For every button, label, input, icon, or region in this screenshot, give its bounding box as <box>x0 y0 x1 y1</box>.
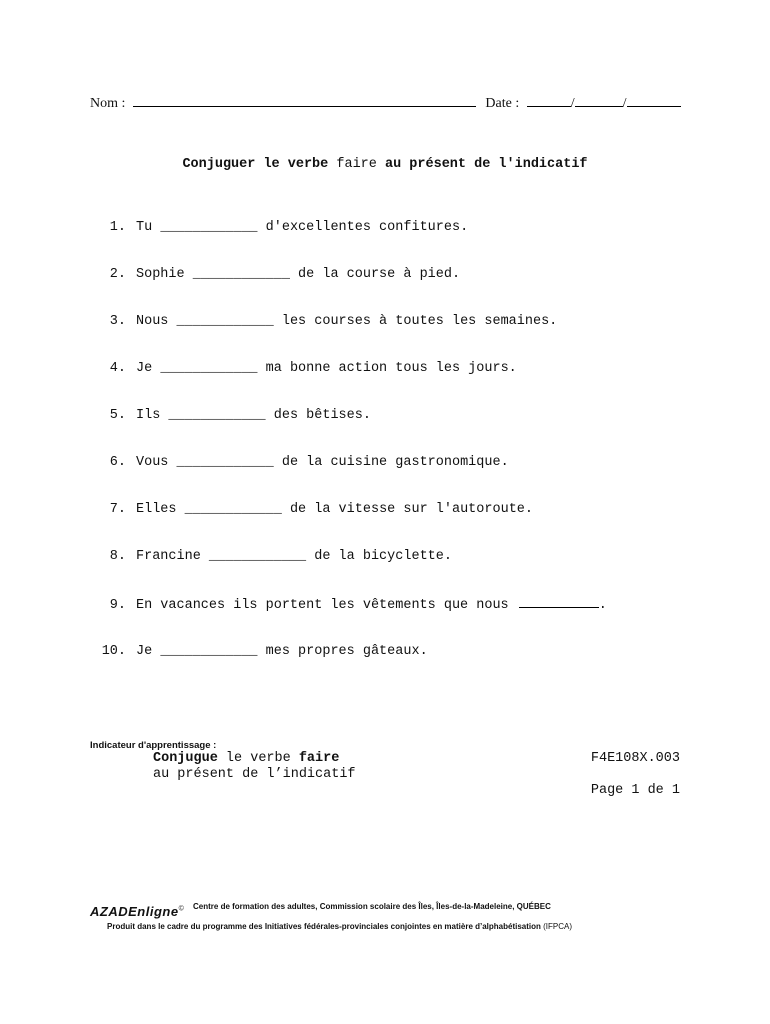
question-text-before: Vous <box>136 455 169 470</box>
question-item <box>90 644 428 659</box>
answer-blank[interactable]: ____________ <box>168 408 266 423</box>
question-text-after: de la vitesse sur l'autoroute. <box>289 502 533 517</box>
azad-logo <box>90 904 184 919</box>
title-part1: Conjuguer le verbe <box>182 157 329 172</box>
question-text-before: Je <box>136 644 153 659</box>
question-text-before: Francine <box>136 549 201 564</box>
question-number: 2. <box>109 267 126 282</box>
question-item <box>90 267 460 282</box>
name-date-header <box>90 95 690 112</box>
question-item <box>90 314 557 329</box>
question-item <box>90 596 607 613</box>
question-number: 10. <box>101 644 126 659</box>
answer-blank[interactable]: ____________ <box>176 314 274 329</box>
question-text-after: les courses à toutes les semaines. <box>281 314 558 329</box>
copyright-symbol: © <box>178 905 185 913</box>
question-number: 1. <box>109 220 126 235</box>
answer-blank[interactable]: ____________ <box>160 220 258 235</box>
question-number: 7. <box>109 502 126 517</box>
question-text-after: de la cuisine gastronomique. <box>281 455 509 470</box>
question-text-after: ma bonne action tous les jours. <box>265 361 517 376</box>
question-text-before: Elles <box>136 502 177 517</box>
indicator-text <box>153 751 356 783</box>
question-text-after: mes propres gâteaux. <box>265 644 428 659</box>
question-text-after: de la course à pied. <box>298 267 461 282</box>
title-verb: faire <box>336 157 377 172</box>
indicator-bold-verb: Conjugue <box>153 751 218 766</box>
footer-program-rest: (IFPCA) <box>540 922 573 931</box>
indicator-line2: au présent de l’indicatif <box>153 767 356 782</box>
question-text-after: de la bicyclette. <box>314 549 452 564</box>
question-text-after: d'excellentes confitures. <box>265 220 469 235</box>
date-month-field[interactable] <box>575 95 623 107</box>
question-number: 5. <box>109 408 126 423</box>
date-day-field[interactable] <box>527 95 571 107</box>
date-separator-1: / <box>570 96 575 111</box>
question-text-before: Sophie <box>136 267 185 282</box>
question-text-after: . <box>598 598 607 613</box>
question-text-before: Ils <box>136 408 161 423</box>
answer-blank[interactable]: ____________ <box>160 361 258 376</box>
indicator-mid: le verbe <box>217 751 299 766</box>
question-item <box>90 361 517 376</box>
answer-blank[interactable]: ____________ <box>176 455 274 470</box>
indicator-label: Indicateur d'apprentissage : <box>90 740 217 751</box>
answer-blank[interactable] <box>519 596 599 608</box>
question-number: 9. <box>109 598 126 613</box>
question-text-before: Je <box>136 361 153 376</box>
answer-blank[interactable]: ____________ <box>160 644 258 659</box>
name-field[interactable] <box>133 95 476 107</box>
date-separator-2: / <box>622 96 627 111</box>
title-part2: au présent de l'indicatif <box>385 157 588 172</box>
date-year-field[interactable] <box>627 95 681 107</box>
question-item <box>90 455 509 470</box>
question-item <box>90 502 533 517</box>
question-number: 8. <box>109 549 126 564</box>
date-label: Date : <box>485 96 520 111</box>
question-number: 3. <box>109 314 126 329</box>
footer-organization: Centre de formation des adultes, Commission scolaire des Îles, Îles-de-la-Madeleine, QUÉBEC <box>193 902 551 911</box>
indicator-bold-faire: faire <box>298 751 340 766</box>
question-item <box>90 549 452 564</box>
question-text-before: En vacances ils portent les vêtements que nous <box>136 598 509 613</box>
question-text-after: des bêtises. <box>273 408 371 423</box>
question-number: 6. <box>109 455 126 470</box>
question-number: 4. <box>109 361 126 376</box>
footer-program-bold: Produit dans le cadre du programme des Initiatives fédérales-provinciales conjointes en matière d’alphabétisation <box>107 922 541 931</box>
document-code: F4E108X.003 <box>590 751 680 766</box>
page-number: Page 1 de 1 <box>590 783 680 798</box>
answer-blank[interactable]: ____________ <box>208 549 307 564</box>
question-item <box>90 408 371 423</box>
logo-text: AZADEnligne <box>90 904 179 919</box>
page-title <box>0 157 770 172</box>
question-text-before: Tu <box>136 220 153 235</box>
answer-blank[interactable]: ____________ <box>184 502 282 517</box>
footer-program <box>107 922 572 931</box>
question-text-before: Nous <box>136 314 169 329</box>
answer-blank[interactable]: ____________ <box>192 267 290 282</box>
question-item <box>90 220 468 235</box>
name-label: Nom : <box>90 96 126 111</box>
